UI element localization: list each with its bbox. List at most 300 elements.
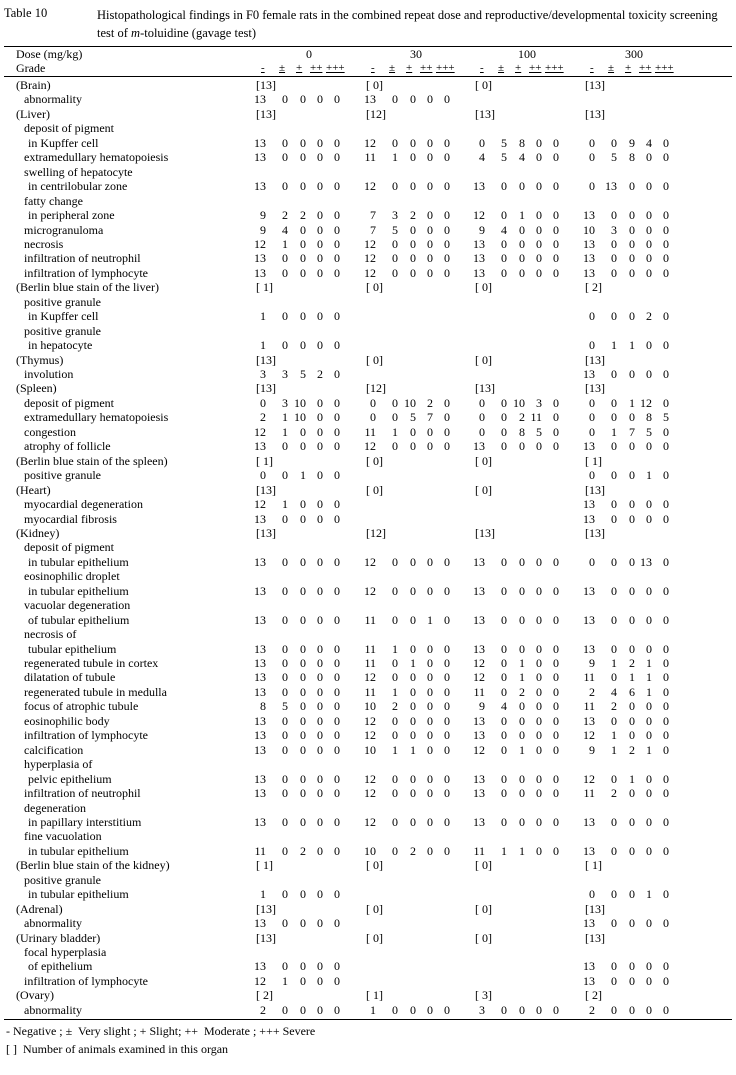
finding-label: atrophy of follicle [24, 439, 111, 454]
finding-label: in centrilobular zone [28, 179, 128, 194]
grade-count: 9 [260, 208, 266, 223]
animals-examined: [ 0] [475, 352, 492, 367]
animals-examined: [13] [585, 482, 605, 497]
table-row [0, 251, 736, 266]
animals-examined: [ 0] [475, 930, 492, 945]
grade-count: 0 [427, 251, 433, 266]
organ-row [0, 931, 736, 946]
grade-count: 5 [611, 150, 617, 165]
grade-count: 0 [392, 439, 398, 454]
table-row [0, 569, 736, 584]
finding-label: infiltration of neutrophil [24, 786, 141, 801]
grade-count: 0 [392, 728, 398, 743]
grade-count: 0 [501, 656, 507, 670]
grade-count: 0 [427, 150, 433, 165]
grade-count: 0 [646, 367, 652, 381]
grade-count: 0 [629, 208, 635, 223]
grade-count: 0 [300, 786, 306, 801]
finding-label: in peripheral zone [28, 208, 115, 223]
grade-count: 0 [519, 236, 525, 251]
grade-count: 0 [317, 641, 323, 656]
animals-examined: [13] [256, 901, 276, 916]
grade-count: 2 [629, 656, 635, 670]
grade-count: 0 [589, 179, 595, 194]
animals-examined: [12] [366, 106, 386, 121]
table-row [0, 613, 736, 628]
grade-count: 0 [410, 179, 416, 194]
grade-count: 0 [334, 684, 340, 699]
grade-count: 11 [364, 150, 376, 165]
grade-count: 0 [519, 786, 525, 801]
grade-count: 2 [646, 309, 652, 324]
grade-count: 0 [501, 395, 507, 410]
grade-count: 0 [536, 699, 542, 714]
grade-count: 0 [300, 699, 306, 714]
grade-count: 0 [553, 814, 559, 829]
grade-count: 9 [589, 656, 595, 670]
animals-examined: [ 0] [366, 901, 383, 916]
grade-symbol: + [406, 62, 413, 74]
grade-count: 0 [300, 656, 306, 670]
grade-count: 13 [254, 641, 266, 656]
animals-examined: [ 0] [366, 930, 383, 945]
grade-count: 13 [254, 713, 266, 728]
grade-count: 0 [444, 424, 450, 439]
grade-count: 0 [553, 656, 559, 670]
grade-count: 0 [444, 771, 450, 786]
grade-count: 0 [629, 309, 635, 324]
grade-count: 0 [392, 843, 398, 858]
table-row [0, 165, 736, 180]
grade-count: 0 [444, 583, 450, 598]
grade-count: 0 [536, 641, 542, 656]
grade-count: 13 [473, 439, 485, 454]
grade-count: 13 [254, 656, 266, 670]
grade-count: 0 [427, 424, 433, 439]
organ-row [0, 454, 736, 469]
table-row [0, 439, 736, 454]
grade-count: 9 [629, 135, 635, 150]
grade-count: 0 [536, 150, 542, 165]
grade-count: 0 [300, 641, 306, 656]
grade-count: 0 [282, 338, 288, 353]
table-row [0, 150, 736, 165]
grade-label: Grade [16, 61, 46, 75]
grade-count: 0 [392, 656, 398, 670]
finding-label: involution [24, 367, 74, 381]
table-number: Table 10 [4, 6, 48, 20]
grade-count: 1 [392, 742, 398, 757]
grade-count: 0 [427, 641, 433, 656]
grade-count: 0 [519, 1002, 525, 1017]
finding-label: of epithelium [28, 959, 93, 974]
grade-count: 0 [317, 150, 323, 165]
grade-count: 0 [317, 424, 323, 439]
grade-count: 0 [300, 973, 306, 988]
grade-count: 0 [629, 641, 635, 656]
grade-count: 10 [294, 410, 306, 425]
grade-count: 13 [583, 367, 595, 381]
grade-count: 0 [501, 208, 507, 223]
grade-count: 0 [536, 236, 542, 251]
grade-count: 4 [479, 150, 485, 165]
animals-examined: [ 0] [475, 482, 492, 497]
grade-count: 0 [282, 786, 288, 801]
grade-count: 0 [629, 786, 635, 801]
grade-count: 0 [334, 656, 340, 670]
grade-count: 0 [501, 728, 507, 743]
grade-count: 1 [282, 410, 288, 425]
grade-count: 0 [427, 208, 433, 223]
grade-count: 0 [282, 612, 288, 627]
grade-count: 5 [646, 424, 652, 439]
grade-count: 0 [392, 265, 398, 280]
grade-count: 0 [282, 583, 288, 598]
grade-count: 0 [317, 497, 323, 512]
grade-count: 0 [553, 424, 559, 439]
grade-count: 13 [583, 916, 595, 931]
grade-count: 0 [589, 395, 595, 410]
grade-count: 0 [519, 222, 525, 237]
grade-count: 0 [300, 742, 306, 757]
table-row [0, 425, 736, 440]
grade-count: 0 [300, 554, 306, 569]
grade-count: 1 [629, 395, 635, 410]
grade-count: 0 [663, 814, 669, 829]
animals-examined: [13] [585, 381, 605, 396]
grade-count: 0 [392, 135, 398, 150]
organ-row [0, 78, 736, 93]
grade-count: 0 [282, 742, 288, 757]
grade-count: 12 [364, 771, 376, 786]
grade-count: 0 [317, 468, 323, 483]
grade-count: 1 [611, 656, 617, 670]
grade-count: 7 [370, 222, 376, 237]
grade-count: 13 [583, 641, 595, 656]
table-row [0, 584, 736, 599]
grade-count: 0 [334, 583, 340, 598]
grade-count: 0 [536, 222, 542, 237]
grade-count: 12 [473, 208, 485, 223]
grade-count: 0 [334, 916, 340, 931]
grade-count: 0 [392, 670, 398, 685]
grade-count: 2 [611, 786, 617, 801]
grade-count: 0 [589, 554, 595, 569]
grade-count: 2 [611, 699, 617, 714]
grade-count: 0 [427, 554, 433, 569]
grade-count: 0 [410, 771, 416, 786]
grade-count: 2 [410, 208, 416, 223]
organ-row [0, 107, 736, 122]
grade-count: 0 [317, 208, 323, 223]
grade-count: 0 [553, 742, 559, 757]
grade-count: 0 [629, 959, 635, 974]
grade-count: 0 [300, 236, 306, 251]
grade-count: 0 [553, 265, 559, 280]
animals-examined: [ 0] [366, 453, 383, 468]
grade-count: 0 [334, 713, 340, 728]
grade-count: 0 [553, 771, 559, 786]
grade-count: 0 [589, 424, 595, 439]
grade-count: 0 [444, 410, 450, 425]
grade-count: 0 [334, 179, 340, 194]
grade-symbol: - [590, 62, 594, 74]
grade-count: 2 [392, 699, 398, 714]
grade-count: 0 [410, 222, 416, 237]
grade-count: 0 [334, 771, 340, 786]
table-row [0, 194, 736, 209]
grade-count: 1 [282, 236, 288, 251]
grade-count: 0 [317, 395, 323, 410]
grade-count: 0 [444, 150, 450, 165]
grade-count: 0 [427, 583, 433, 598]
grade-count: 0 [501, 236, 507, 251]
grade-count: 0 [611, 236, 617, 251]
grade-count: 11 [364, 656, 376, 670]
grade-count: 0 [611, 612, 617, 627]
grade-count: 1 [629, 771, 635, 786]
grade-count: 0 [646, 583, 652, 598]
table-row [0, 743, 736, 758]
grade-count: 0 [427, 656, 433, 670]
grade-count: 0 [444, 699, 450, 714]
organ-label: (Berlin blue stain of the spleen) [16, 453, 168, 468]
finding-label: positive granule [24, 323, 101, 338]
grade-count: 13 [254, 670, 266, 685]
finding-label: dilatation of tubule [24, 670, 116, 685]
animals-examined: [13] [585, 78, 605, 92]
finding-label: myocardial degeneration [24, 497, 143, 512]
grade-count: 1 [519, 670, 525, 685]
grade-count: 0 [410, 814, 416, 829]
finding-label: abnormality [24, 92, 82, 107]
table-row [0, 685, 736, 700]
table-row [0, 266, 736, 281]
header-rule [4, 76, 732, 77]
organ-label: (Liver) [16, 106, 50, 121]
table-row [0, 121, 736, 136]
dose-0: 0 [306, 47, 312, 61]
grade-count: 0 [410, 670, 416, 685]
finding-label: in tubular epithelium [28, 843, 129, 858]
grade-count: 13 [254, 265, 266, 280]
grade-count: 2 [589, 1002, 595, 1017]
grade-count: 11 [364, 424, 376, 439]
grade-count: 3 [479, 1002, 485, 1017]
grade-count: 1 [427, 612, 433, 627]
grade-count: 0 [553, 150, 559, 165]
grade-count: 12 [364, 135, 376, 150]
grade-count: 0 [317, 265, 323, 280]
table-row [0, 670, 736, 685]
grade-count: 0 [501, 424, 507, 439]
grade-count: 5 [501, 135, 507, 150]
table-row [0, 714, 736, 729]
grade-count: 0 [444, 135, 450, 150]
grade-count: 0 [663, 395, 669, 410]
finding-label: focal hyperplasia [24, 945, 107, 959]
grade-count: 0 [663, 309, 669, 324]
animals-examined: [13] [585, 930, 605, 945]
grade-count: 0 [427, 728, 433, 743]
animals-examined: [13] [585, 352, 605, 367]
grade-count: 0 [317, 236, 323, 251]
grade-count: 0 [663, 684, 669, 699]
grade-count: 0 [553, 699, 559, 714]
grade-count: 12 [364, 814, 376, 829]
grade-count: 0 [317, 728, 323, 743]
grade-count: 13 [640, 554, 652, 569]
grade-count: 12 [364, 670, 376, 685]
grade-count: 1 [611, 742, 617, 757]
grade-count: 0 [611, 410, 617, 425]
grade-count: 0 [589, 309, 595, 324]
finding-label: regenerated tubule in cortex [24, 656, 159, 670]
grade-count: 0 [611, 973, 617, 988]
grade-count: 0 [663, 959, 669, 974]
finding-label: focus of atrophic tubule [24, 699, 139, 714]
grade-count: 0 [334, 670, 340, 685]
grade-count: 13 [254, 554, 266, 569]
grade-count: 1 [260, 338, 266, 353]
grade-count: 0 [611, 771, 617, 786]
grade-count: 0 [553, 410, 559, 425]
grade-count: 0 [444, 236, 450, 251]
grade-count: 0 [282, 251, 288, 266]
grade-count: 0 [410, 612, 416, 627]
grade-count: 1 [629, 670, 635, 685]
grade-count: 13 [473, 771, 485, 786]
grade-count: 0 [553, 179, 559, 194]
grade-count: 0 [536, 439, 542, 454]
grade-count: 0 [282, 713, 288, 728]
grade-count: 0 [646, 699, 652, 714]
grade-symbol: ++ [639, 62, 652, 74]
grade-count: 0 [317, 713, 323, 728]
grade-count: 0 [300, 338, 306, 353]
grade-symbol: ++ [420, 62, 433, 74]
grade-count: 0 [392, 554, 398, 569]
grade-count: 0 [300, 150, 306, 165]
grade-count: 0 [392, 713, 398, 728]
grade-count: 0 [444, 786, 450, 801]
grade-count: 0 [282, 959, 288, 974]
grade-count: 0 [300, 179, 306, 194]
grade-count: 0 [444, 179, 450, 194]
grade-count: 0 [501, 583, 507, 598]
grade-count: 0 [282, 728, 288, 743]
grade-count: 0 [646, 916, 652, 931]
grade-count: 0 [611, 1002, 617, 1017]
finding-label: in Kupffer cell [28, 309, 99, 324]
grade-count: 13 [473, 728, 485, 743]
grade-symbol: ++ [529, 62, 542, 74]
table-row [0, 598, 736, 613]
organ-row [0, 526, 736, 541]
grade-count: 0 [444, 684, 450, 699]
grade-count: 0 [300, 511, 306, 526]
grade-count: 0 [282, 684, 288, 699]
grade-count: 0 [317, 916, 323, 931]
finding-label: fine vacuolation [24, 829, 102, 844]
grade-count: 0 [410, 150, 416, 165]
grade-count: 0 [427, 236, 433, 251]
grade-count: 0 [646, 222, 652, 237]
grade-count: 0 [410, 684, 416, 699]
grade-count: 12 [254, 973, 266, 988]
grade-count: 0 [663, 511, 669, 526]
grade-count: 0 [646, 497, 652, 512]
finding-label: congestion [24, 424, 76, 439]
grade-count: 0 [444, 641, 450, 656]
table-row [0, 959, 736, 974]
finding-label: infiltration of neutrophil [24, 251, 141, 266]
table-row [0, 699, 736, 714]
finding-label: tubular epithelium [28, 641, 117, 656]
grade-count: 13 [473, 786, 485, 801]
animals-examined: [ 1] [585, 858, 602, 873]
grade-count: 2 [282, 208, 288, 223]
grade-symbol: ± [279, 62, 286, 74]
grade-count: 7 [629, 424, 635, 439]
grade-count: 13 [473, 583, 485, 598]
grade-count: 4 [611, 684, 617, 699]
grade-symbol: - [480, 62, 484, 74]
grade-count: 0 [427, 670, 433, 685]
table-row [0, 396, 736, 411]
grade-count: 0 [410, 583, 416, 598]
grade-count: 0 [611, 814, 617, 829]
grade-count: 13 [583, 583, 595, 598]
grade-symbol: ± [389, 62, 396, 74]
finding-label: degeneration [24, 800, 86, 815]
bracket-legend: [ ] Number of animals examined in this organ [6, 1042, 229, 1057]
grade-count: 0 [646, 179, 652, 194]
animals-examined: [13] [256, 381, 276, 396]
table-row [0, 829, 736, 844]
grade-count: 0 [501, 670, 507, 685]
grade-count: 10 [583, 222, 595, 237]
grade-count: 1 [260, 309, 266, 324]
animals-examined: [ 0] [366, 352, 383, 367]
grade-count: 0 [334, 468, 340, 483]
grade-count: 10 [513, 395, 525, 410]
grade-count: 0 [317, 887, 323, 902]
grade-symbol: + [296, 62, 303, 74]
grade-count: 0 [334, 135, 340, 150]
grade-count: 12 [473, 656, 485, 670]
grade-count: 13 [473, 179, 485, 194]
grade-count: 0 [611, 135, 617, 150]
grade-count: 0 [444, 1002, 450, 1017]
grade-count: 0 [663, 916, 669, 931]
grade-count: 0 [611, 959, 617, 974]
grade-count: 0 [663, 236, 669, 251]
grade-count: 0 [427, 814, 433, 829]
grade-count: 0 [646, 251, 652, 266]
grade-count: 0 [553, 222, 559, 237]
grade-count: 0 [501, 554, 507, 569]
animals-examined: [ 0] [366, 78, 383, 92]
grade-count: 0 [663, 367, 669, 381]
grade-count: 0 [501, 684, 507, 699]
table-row [0, 642, 736, 657]
grade-count: 0 [444, 208, 450, 223]
table-row [0, 309, 736, 324]
grade-count: 0 [663, 1002, 669, 1017]
grade-count: 13 [473, 641, 485, 656]
table-row [0, 237, 736, 252]
